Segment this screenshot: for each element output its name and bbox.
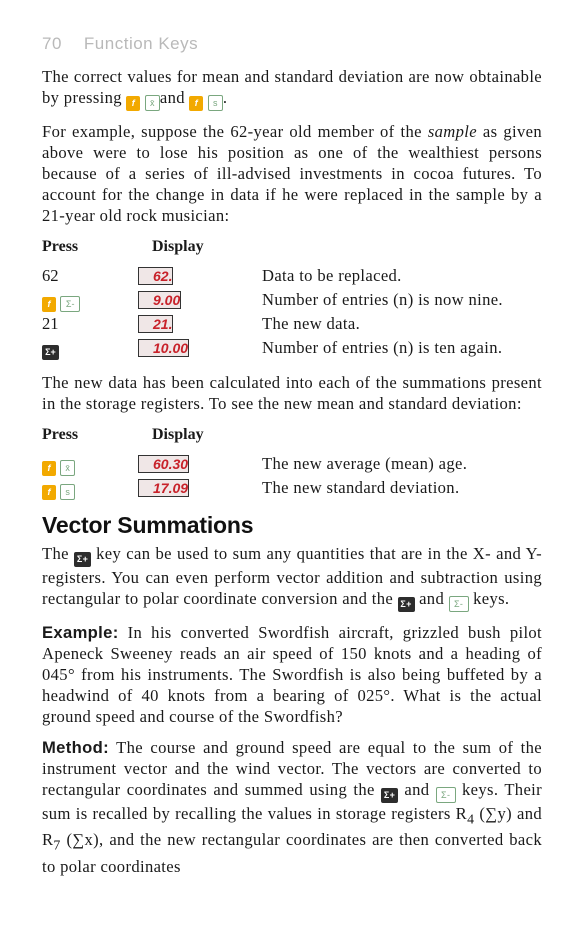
press-header: Press [42,238,79,255]
sigma-minus-key-icon: Σ- [449,596,469,612]
table-1-header [42,238,542,256]
sigma-plus-key-icon: Σ+ [42,345,59,360]
intro-and: and [159,88,185,107]
table-row [42,476,542,500]
f-key-icon: f [126,96,140,111]
para2-text-a: For example, suppose the 62-year old member of the [42,122,422,141]
lcd-display: 21. [138,315,173,333]
summation-paragraph: The new data has been calculated into each of the summations present in the storage registers. To see the new mean and standard deviation: [42,373,542,413]
lcd-display: 60.30 [138,455,189,473]
sigma-plus-key-icon: Σ+ [398,597,415,612]
row-description: The new standard deviation. [262,478,460,497]
sigma-plus-key-icon: Σ+ [381,788,398,803]
vector-intro-paragraph [42,543,542,612]
method-text-a: The course and ground speed are equal to the sum of the instrument vector and the wind vector. The vectors are converted to rectangular coordinates and summed using the [42,738,542,799]
vector-and: and [419,589,445,608]
keystroke-table-2 [42,426,542,500]
vector-text-c: keys. [473,589,510,608]
table-row [42,264,542,288]
table-row [42,288,542,312]
press-cell [42,337,138,360]
display-header: Display [152,426,204,443]
lcd-display: 62. [138,267,173,285]
example-paragraph [42,121,542,226]
method-label: Method: [42,738,109,757]
f-key-icon: f [42,297,56,312]
page-header [42,34,198,54]
sum-y-text: (∑y) and R [42,804,542,850]
lcd-display: 17.09 [138,479,189,497]
vector-text-b: key can be used to sum any quantities that are in the X- and Y-registers. You can even perform vector addition and subtraction using rectangular to polar coordinate conversion and the [42,544,543,608]
press-cell: 62 [42,266,59,285]
example-problem-paragraph [42,622,542,727]
sample-emphasis: sample [427,122,477,141]
example-label: Example: [42,623,119,642]
row-description: Data to be replaced. [262,266,402,285]
f-key-icon: f [42,485,56,500]
f-key-icon: f [189,96,203,111]
lcd-display: 9.00 [138,291,181,309]
table-row [42,312,542,336]
page-number: 70 [42,34,62,53]
intro-end: . [222,88,228,107]
method-text-b: keys. Their sum is recalled by recalling the values in storage registers R [42,780,543,823]
s-key-icon: s [208,95,223,111]
para2-text-b: as given above were to lose his position as one of the wealthiest persons because of a series of ill-advised investments in cocoa futures. To account for the change in data if he were replaced in the sample by a 21-year old rock musician: [42,122,543,225]
vector-text-a: The [42,544,69,563]
press-cell [42,289,138,312]
method-and: and [404,780,430,799]
s-key-icon: s [60,484,75,500]
xbar-key-icon: x̄ [145,95,160,111]
row-description: The new data. [262,314,361,333]
section-heading: Vector Summations [42,512,254,538]
f-key-icon: f [42,461,56,476]
example-text: In his converted Swordfish aircraft, grizzled bush pilot Apeneck Sweeney reads an air speed of 150 knots and a heading of 045° from his instruments. The Swordfish is also being buffeted by a headwind of 40 knots from a bearing of 025°. What is the actual ground speed and course of the Swordfish? [42,623,543,726]
row-description: Number of entries (n) is now nine. [262,290,503,309]
section-title: Function Keys [83,34,199,53]
keystroke-table-1 [42,238,542,360]
row-description: Number of entries (n) is ten again. [262,338,503,357]
press-header: Press [42,426,79,443]
press-cell [42,477,138,500]
register-4-subscript: 4 [467,811,475,827]
method-paragraph [42,737,542,877]
register-7-subscript: 7 [53,837,61,853]
press-cell [42,453,138,476]
display-header: Display [152,238,204,255]
intro-text: The correct values for mean and standard deviation are now obtainable by pressing [42,67,542,107]
press-cell: 21 [42,314,59,333]
row-description: The new average (mean) age. [262,454,468,473]
sum-x-text: (∑x), and the new rectangular coordinates are then converted back to polar coordinates [42,830,542,876]
intro-paragraph [42,66,542,111]
sigma-minus-key-icon: Σ- [60,296,80,312]
table-2-header [42,426,542,444]
sigma-plus-key-icon: Σ+ [74,552,91,567]
lcd-display: 10.00 [138,339,189,357]
table-row [42,452,542,476]
page-content [42,66,542,887]
sigma-minus-key-icon: Σ- [436,787,456,803]
table-row [42,336,542,360]
xbar-key-icon: x̄ [60,460,75,476]
